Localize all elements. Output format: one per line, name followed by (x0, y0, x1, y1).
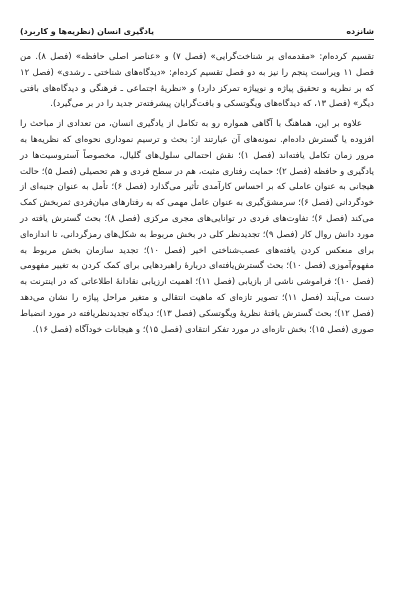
paragraph-1: تقسیم کرده‌ام: «مقدمه‌ای بر شناخت‌گرایی» (فصل ۷) و «عناصر اصلی حافظه» (فصل ۸). من فصل ۱۱ ویراست پنجم را نیز به دو فصل تقسیم کرده‌ام: «دیدگاه‌های شناختی ـ رشدی» (فصل ۱۲ که بر نظریه و تحقیق پیاژه و نوپیاژه تمرکز دارد) و «نظریهٔ اجتماعی ـ فرهنگی و دیدگاه‌های بافتی دیگر» (فصل ۱۳، که دیدگاه‌های ویگوتسکی و بافت‌گرایان پیشرفته‌تر جدید را در بر می‌گیرد). (20, 52, 374, 110)
page-header (20, 0, 374, 40)
body-text (20, 50, 374, 338)
page-number: شانزده (346, 27, 374, 36)
paragraph-2: علاوه بر این، هماهنگ با آگاهی همواره رو به تکامل از یادگیری انسان، من تعدادی از مباحث را افزوده یا گسترش داده‌ام. نمونه‌های آن عبارتند از: بحث و ترسیم نموداری نحوه‌ای که نظریه‌ها به مرور زمان تکامل یافته‌اند (فصل ۱)؛ نقش احتمالی سلول‌های گلیال، مخصوصاً آستروسیت‌ها در یادگیری و حافظه (فصل ۲)؛ حمایت رفتاری مثبت، هم در سطح فردی و هم تحصیلی (فصل ۵)؛ حالت هیجانی به عنوان عاملی که بر احساس کارآمدی تأثیر می‌گذارد (فصل ۶)؛ تأمل به عنوان جنبه‌ای از خودگردانی (فصل ۶)؛ سرمشق‌گیری به عنوان عامل مهمی که به رفتارهای میان‌فردی ثمربخش کمک می‌کند (فصل ۶)؛ تفاوت‌های فردی در توانایی‌های مجری مرکزی (فصل ۸)؛ بحث گسترش یافته در مورد دانش روال کار (فصل ۹)؛ تجدیدنظر کلی در بخش مربوط به شکل‌های رمزگردانی، تا اندازه‌ای برای منعکس کردن یافته‌های عصب‌شناختی اخیر (فصل ۱۰)؛ تجدید سازمان بخش مربوط به مفهوم‌آموزی (فصل ۱۰)؛ بحث گسترش‌یافته‌ای دربارهٔ راهبردهایی برای کمک کردن به تغییر مفهومی (فصل ۱۰)؛ فراموشی ناشی از بازیابی (فصل ۱۱)؛ اهمیت ارزیابی نقادانهٔ اطلاعاتی که در اینترنت به دست می‌آیند (فصل ۱۱)؛ تصویر تازه‌ای که ماهیت انتقالی و متغیر مراحل پیاژه را نشان می‌دهد (فصل ۱۲)؛ بحث گسترش یافتهٔ نظریهٔ ویگوتسکی (فصل ۱۳)؛ دیدگاه تجدیدنظریافته در مورد انضباط صوری (فصل ۱۵)؛ بخش تازه‌ای در مورد تفکر انتقادی (فصل ۱۵)؛ و هیجانات خودآگاه (فصل ۱۶). (20, 119, 375, 335)
running-title: یادگیری انسان (نظریه‌ها و کاربرد) (20, 27, 155, 36)
header-rule (20, 39, 374, 40)
